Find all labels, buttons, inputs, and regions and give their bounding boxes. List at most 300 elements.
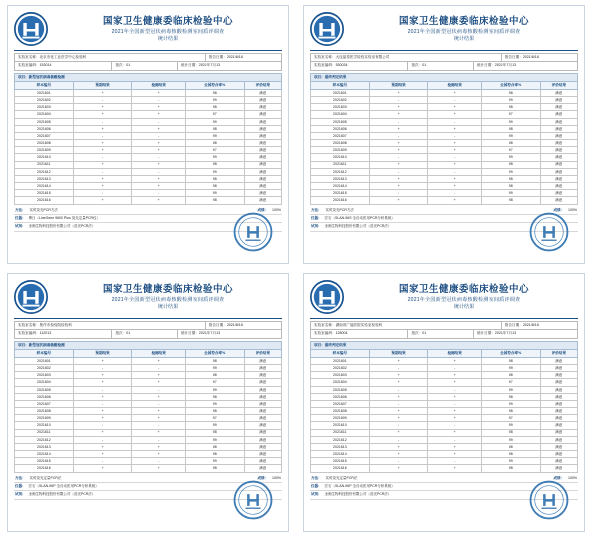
report-subtitle: 2021年全国新型冠状病毒核酸检测室间质评调查: [111, 28, 225, 35]
meta-row: [311, 322, 577, 330]
th-result: 检测结果: [428, 349, 481, 357]
cell-sample-id: 2021604: [15, 379, 74, 386]
report-subtitle: 2021年全国新型冠状病毒核酸检测室间质评调查: [111, 296, 225, 303]
cell-result: +: [428, 104, 481, 111]
cell-sample-id: 2021608: [15, 140, 74, 147]
cnccl-logo-icon: [310, 280, 344, 314]
footer-score-label: 成绩：: [553, 475, 565, 480]
org-title: 国家卫生健康委临床检验中心: [398, 15, 529, 27]
th-sample-id: 样本编号: [311, 349, 370, 357]
cell-eval: 满意: [244, 97, 281, 104]
cell-result: -: [132, 118, 185, 125]
footer-reagent-label: 试剂：: [311, 492, 322, 497]
cell-rate: 99: [185, 168, 244, 175]
results-table: [310, 73, 578, 205]
cell-eval: 满意: [244, 154, 281, 161]
table-row: [311, 393, 578, 400]
table-row: [15, 161, 282, 168]
cell-sample-id: 2021604: [15, 111, 74, 118]
cell-eval: 满意: [244, 358, 281, 365]
meta-row: [15, 54, 281, 62]
cell-sample-id: 2021607: [311, 132, 370, 139]
meta-round-value: 01: [126, 331, 131, 336]
cell-result: +: [132, 393, 185, 400]
cnccl-logo-icon: [14, 12, 48, 46]
cell-expected: -: [73, 154, 132, 161]
cell-sample-id: 2021606: [15, 125, 74, 132]
cell-sample-id: 2021616: [311, 197, 370, 204]
cell-sample-id: 2021607: [15, 132, 74, 139]
cell-rate: 98: [185, 408, 244, 415]
cell-expected: +: [73, 197, 132, 204]
cell-eval: 满意: [540, 140, 577, 147]
table-row: [15, 400, 282, 407]
cell-result: +: [428, 140, 481, 147]
meta-row: [311, 62, 577, 70]
cell-rate: 98: [481, 408, 540, 415]
meta-row: [311, 330, 577, 338]
cell-result: +: [428, 451, 481, 458]
cell-sample-id: 2021602: [311, 365, 370, 372]
cell-result: -: [428, 190, 481, 197]
cell-eval: 满意: [540, 190, 577, 197]
footer-score-label: 成绩：: [257, 475, 269, 480]
table-row: [15, 111, 282, 118]
cell-sample-id: 2021613: [311, 175, 370, 182]
cell-expected: +: [73, 104, 132, 111]
cell-rate: 98: [185, 90, 244, 97]
cell-eval: 满意: [244, 161, 281, 168]
th-eval: 评价结果: [244, 81, 281, 89]
cell-expected: +: [369, 415, 428, 422]
table-row: [15, 118, 282, 125]
cell-eval: 满意: [540, 379, 577, 386]
cell-result: -: [428, 436, 481, 443]
meta-batch-label: 统计日期：: [180, 63, 199, 68]
cell-expected: +: [73, 358, 132, 365]
meta-code-value: 112013: [39, 331, 52, 336]
meta-batch-value: 2021年7月13: [494, 331, 517, 336]
cell-result: +: [132, 104, 185, 111]
cell-expected: -: [73, 386, 132, 393]
table-row: [15, 386, 282, 393]
footer-method-value: 实时荧光PCR方法: [29, 207, 58, 212]
cell-rate: 97: [481, 111, 540, 118]
footer-reagent-value: 圣湘生物科技股份有限公司（荧光PCR法）: [324, 492, 392, 497]
cell-expected: -: [73, 132, 132, 139]
cell-sample-id: 2021611: [311, 429, 370, 436]
cell-expected: +: [369, 379, 428, 386]
cell-rate: 99: [481, 190, 540, 197]
meta-code-label: 实验室编码：: [314, 63, 336, 68]
meta-batch: [474, 330, 577, 337]
footer-reagent-value: 圣湘生物科技股份有限公司（荧光PCR法）: [28, 492, 96, 497]
report-page: [303, 5, 585, 264]
cell-sample-id: 2021602: [15, 365, 74, 372]
cell-eval: 满意: [244, 118, 281, 125]
meta-code-label: 实验室编码：: [18, 331, 40, 336]
table-row: [311, 365, 578, 372]
cell-rate: 99: [185, 132, 244, 139]
cell-sample-id: 2021603: [311, 104, 370, 111]
table-row: [311, 372, 578, 379]
meta-date-label: 报告日期：: [504, 55, 523, 59]
meta-round-label: 批次：: [115, 331, 127, 336]
meta-org-value: 北京市化工业医学中心检验科: [39, 55, 87, 59]
cell-result: +: [428, 429, 481, 436]
cell-eval: 满意: [540, 111, 577, 118]
meta-date-label: 报告日期：: [504, 323, 523, 327]
meta-date-value: 2021/8/18: [522, 55, 539, 59]
cell-result: +: [132, 197, 185, 204]
cell-result: -: [132, 422, 185, 429]
report-header: [14, 278, 282, 317]
cell-rate: 99: [185, 436, 244, 443]
cell-result: +: [132, 415, 185, 422]
th-rate: 全国符合率%: [185, 81, 244, 89]
cell-eval: 满意: [244, 111, 281, 118]
cell-expected: +: [73, 451, 132, 458]
meta-row: [311, 54, 577, 62]
cell-sample-id: 2021601: [15, 90, 74, 97]
meta-date: [502, 54, 577, 61]
th-sample-id: 样本编号: [311, 81, 370, 89]
cell-expected: -: [369, 422, 428, 429]
cell-expected: +: [369, 183, 428, 190]
meta-code: [15, 62, 112, 69]
cell-result: +: [428, 147, 481, 154]
cell-sample-id: 2021609: [15, 415, 74, 422]
table-row: [311, 429, 578, 436]
cell-expected: +: [73, 379, 132, 386]
meta-row: [15, 330, 281, 338]
meta-org-value: 湖南省广福医院实验室检验科: [335, 323, 383, 327]
th-rate: 全国符合率%: [481, 349, 540, 357]
meta-batch-value: 2021年7月13: [494, 63, 517, 68]
table-band-label: 项目：新型冠状病毒核酸检测: [15, 73, 282, 81]
cell-expected: -: [73, 458, 132, 465]
meta-batch-value: 2021年7月13: [198, 331, 221, 336]
cell-sample-id: 2021601: [311, 90, 370, 97]
cell-sample-id: 2021611: [15, 429, 74, 436]
report-subtitle: 2021年全国新型冠状病毒核酸检测室间质评调查: [407, 28, 521, 35]
cell-eval: 满意: [540, 118, 577, 125]
cell-rate: 98: [481, 140, 540, 147]
table-row: [15, 154, 282, 161]
cell-eval: 满意: [540, 415, 577, 422]
cell-result: -: [132, 154, 185, 161]
cell-result: +: [132, 175, 185, 182]
footer-reagent-value: 圣湘生物科技股份有限公司（荧光PCR法）: [28, 224, 96, 229]
footer-reagent-label: 试剂：: [15, 224, 26, 229]
table-row: [15, 132, 282, 139]
meta-date: [206, 322, 281, 329]
table-band-label: 项目：新型冠状病毒核酸检测: [15, 341, 282, 349]
cell-sample-id: 2021603: [311, 372, 370, 379]
report-result-line: 统计结果: [157, 35, 179, 42]
cell-eval: 满意: [244, 168, 281, 175]
footer-score-value: 100%: [568, 207, 577, 212]
meta-org: [15, 322, 206, 329]
table-header-row: [15, 81, 282, 89]
table-row: [311, 436, 578, 443]
meta-round-value: 01: [422, 63, 427, 68]
report-page: [303, 273, 585, 532]
cell-result: -: [132, 168, 185, 175]
table-row: [311, 125, 578, 132]
cell-result: +: [132, 429, 185, 436]
cell-rate: 98: [185, 372, 244, 379]
cell-result: +: [428, 393, 481, 400]
org-title: 国家卫生健康委临床检验中心: [102, 15, 233, 27]
table-band: [15, 341, 282, 349]
cell-expected: +: [369, 443, 428, 450]
cell-result: +: [428, 408, 481, 415]
th-expected: 预期结果: [73, 349, 132, 357]
cell-expected: +: [369, 465, 428, 472]
meta-row: [15, 322, 281, 330]
table-band: [15, 73, 282, 81]
cell-sample-id: 2021603: [15, 372, 74, 379]
cell-eval: 满意: [540, 443, 577, 450]
cell-sample-id: 2021608: [15, 408, 74, 415]
table-row: [311, 154, 578, 161]
cell-expected: +: [369, 408, 428, 415]
cell-eval: 满意: [244, 104, 281, 111]
cnccl-logo-icon: [14, 280, 48, 314]
cell-expected: -: [369, 386, 428, 393]
footer-score-value: 100%: [568, 475, 577, 480]
cell-expected: -: [369, 458, 428, 465]
table-body-3: [15, 358, 282, 473]
meta-org: [15, 54, 206, 61]
report-sheet: [0, 268, 296, 536]
cell-eval: 满意: [540, 358, 577, 365]
cell-expected: +: [73, 140, 132, 147]
cell-eval: 满意: [540, 97, 577, 104]
meta-batch-label: 统计日期：: [180, 331, 199, 336]
th-rate: 全国符合率%: [481, 81, 540, 89]
cell-sample-id: 2021612: [15, 168, 74, 175]
cell-result: -: [132, 458, 185, 465]
cell-expected: +: [73, 408, 132, 415]
cell-result: -: [428, 422, 481, 429]
cell-result: +: [132, 451, 185, 458]
table-band-label: 项目：最终判定结果: [311, 73, 578, 81]
cell-expected: +: [369, 175, 428, 182]
cell-eval: 满意: [540, 132, 577, 139]
table-row: [15, 140, 282, 147]
table-row: [15, 97, 282, 104]
footer-instrument-value: 宏石（SLAN-96P 全自动医用PCR分析系统）: [28, 483, 99, 488]
cell-rate: 98: [481, 197, 540, 204]
meta-code: [311, 330, 408, 337]
cell-eval: 满意: [540, 458, 577, 465]
th-result: 检测结果: [428, 81, 481, 89]
cell-eval: 满意: [540, 372, 577, 379]
th-result: 检测结果: [132, 81, 185, 89]
cell-result: +: [428, 379, 481, 386]
cell-eval: 满意: [244, 451, 281, 458]
cell-expected: -: [369, 118, 428, 125]
report-header: [310, 278, 578, 317]
cell-rate: 99: [185, 154, 244, 161]
table-header-row: [311, 81, 578, 89]
th-eval: 评价结果: [540, 81, 577, 89]
report-header: [310, 10, 578, 49]
cell-sample-id: 2021612: [311, 168, 370, 175]
cell-result: +: [428, 465, 481, 472]
footer-method-value: 实时荧光PCR方法: [325, 207, 354, 212]
footer-reagent-value: 圣湘生物科技股份有限公司（荧光PCR法）: [324, 224, 392, 229]
cell-result: -: [132, 386, 185, 393]
cell-expected: +: [73, 372, 132, 379]
table-row: [311, 408, 578, 415]
cell-sample-id: 2021610: [311, 422, 370, 429]
th-rate: 全国符合率%: [185, 349, 244, 357]
cell-result: +: [132, 379, 185, 386]
cell-rate: 98: [185, 140, 244, 147]
table-row: [311, 111, 578, 118]
meta-date-value: 2021/8/18: [226, 323, 243, 327]
table-row: [15, 443, 282, 450]
cell-eval: 满意: [244, 132, 281, 139]
meta-date-label: 报告日期：: [208, 55, 227, 59]
cell-sample-id: 2021616: [15, 465, 74, 472]
cell-rate: 98: [481, 443, 540, 450]
meta-date-value: 2021/8/18: [522, 323, 539, 327]
official-seal-icon: [232, 479, 274, 521]
cell-sample-id: 2021615: [15, 458, 74, 465]
cell-expected: -: [369, 436, 428, 443]
footer-method-label: 方法：: [311, 475, 322, 480]
meta-code-label: 实验室编码：: [18, 63, 40, 68]
footer-reagent-label: 试剂：: [311, 224, 322, 229]
cell-eval: 满意: [244, 422, 281, 429]
cell-eval: 满意: [540, 429, 577, 436]
table-row: [15, 458, 282, 465]
cell-eval: 满意: [540, 104, 577, 111]
footer-reagent-label: 试剂：: [15, 492, 26, 497]
table-row: [15, 365, 282, 372]
footer-instrument-value: 宏石（SLAN-96S 全自动医用PCR分析系统）: [324, 215, 395, 220]
meta-org-label: 实验室名称：: [314, 323, 336, 327]
table-row: [311, 161, 578, 168]
org-title: 国家卫生健康委临床检验中心: [102, 283, 233, 295]
cell-eval: 满意: [540, 147, 577, 154]
cell-rate: 98: [185, 465, 244, 472]
meta-batch-label: 统计日期：: [476, 63, 495, 68]
cell-rate: 98: [481, 429, 540, 436]
meta-org-value: 焦作市检验院检验科: [39, 323, 72, 327]
org-title: 国家卫生健康委临床检验中心: [398, 283, 529, 295]
cell-result: +: [132, 140, 185, 147]
cell-sample-id: 2021608: [311, 140, 370, 147]
cell-expected: +: [369, 451, 428, 458]
cell-result: +: [428, 161, 481, 168]
meta-code: [15, 330, 112, 337]
cell-expected: +: [73, 161, 132, 168]
th-expected: 预期结果: [73, 81, 132, 89]
cell-sample-id: 2021604: [311, 379, 370, 386]
meta-code-value: 530034: [335, 63, 348, 68]
cell-rate: 97: [185, 111, 244, 118]
meta-round-value: 01: [126, 63, 131, 68]
cell-rate: 98: [481, 358, 540, 365]
meta-batch-label: 统计日期：: [476, 331, 495, 336]
cell-expected: +: [369, 372, 428, 379]
footer-score-label: 成绩：: [553, 207, 565, 212]
table-row: [15, 379, 282, 386]
cell-eval: 满意: [540, 393, 577, 400]
cell-result: +: [132, 90, 185, 97]
cell-rate: 98: [185, 443, 244, 450]
table-row: [15, 190, 282, 197]
table-body-1: [15, 90, 282, 205]
cell-eval: 满意: [540, 183, 577, 190]
cell-eval: 满意: [244, 379, 281, 386]
cell-result: -: [132, 365, 185, 372]
table-row: [15, 168, 282, 175]
meta-round: [112, 330, 178, 337]
cell-sample-id: 2021609: [311, 147, 370, 154]
cell-eval: 满意: [244, 190, 281, 197]
official-seal-icon: [232, 211, 274, 253]
table-row: [311, 175, 578, 182]
table-row: [15, 451, 282, 458]
cell-expected: +: [73, 393, 132, 400]
footer-method-value: 实时荧光定量PCR法: [29, 475, 62, 480]
cell-sample-id: 2021612: [15, 436, 74, 443]
results-table: [310, 341, 578, 473]
cell-expected: -: [73, 365, 132, 372]
table-body-4: [311, 358, 578, 473]
table-row: [311, 458, 578, 465]
cell-result: -: [428, 458, 481, 465]
cell-result: -: [428, 365, 481, 372]
cell-eval: 满意: [540, 400, 577, 407]
cell-rate: 98: [185, 161, 244, 168]
cell-rate: 98: [481, 183, 540, 190]
cell-rate: 99: [481, 422, 540, 429]
report-meta: [14, 321, 282, 339]
cell-result: +: [428, 415, 481, 422]
footer-instrument-label: 仪器：: [15, 483, 26, 488]
table-band: [311, 73, 578, 81]
cell-rate: 98: [481, 104, 540, 111]
table-row: [311, 183, 578, 190]
footer-score-value: 100%: [272, 475, 281, 480]
cell-eval: 满意: [244, 386, 281, 393]
meta-row: [15, 62, 281, 70]
meta-code-value: 153014: [39, 63, 52, 68]
cell-result: +: [132, 358, 185, 365]
meta-code: [311, 62, 408, 69]
table-row: [311, 104, 578, 111]
cell-expected: -: [73, 118, 132, 125]
table-row: [311, 190, 578, 197]
footer-instrument-label: 仪器：: [311, 483, 322, 488]
cell-expected: -: [369, 168, 428, 175]
th-sample-id: 样本编号: [15, 349, 74, 357]
cell-eval: 满意: [244, 429, 281, 436]
cnccl-logo-icon: [310, 12, 344, 46]
cell-sample-id: 2021611: [311, 161, 370, 168]
cell-expected: -: [73, 97, 132, 104]
cell-sample-id: 2021602: [15, 97, 74, 104]
cell-result: +: [132, 372, 185, 379]
header-divider: [14, 50, 282, 51]
